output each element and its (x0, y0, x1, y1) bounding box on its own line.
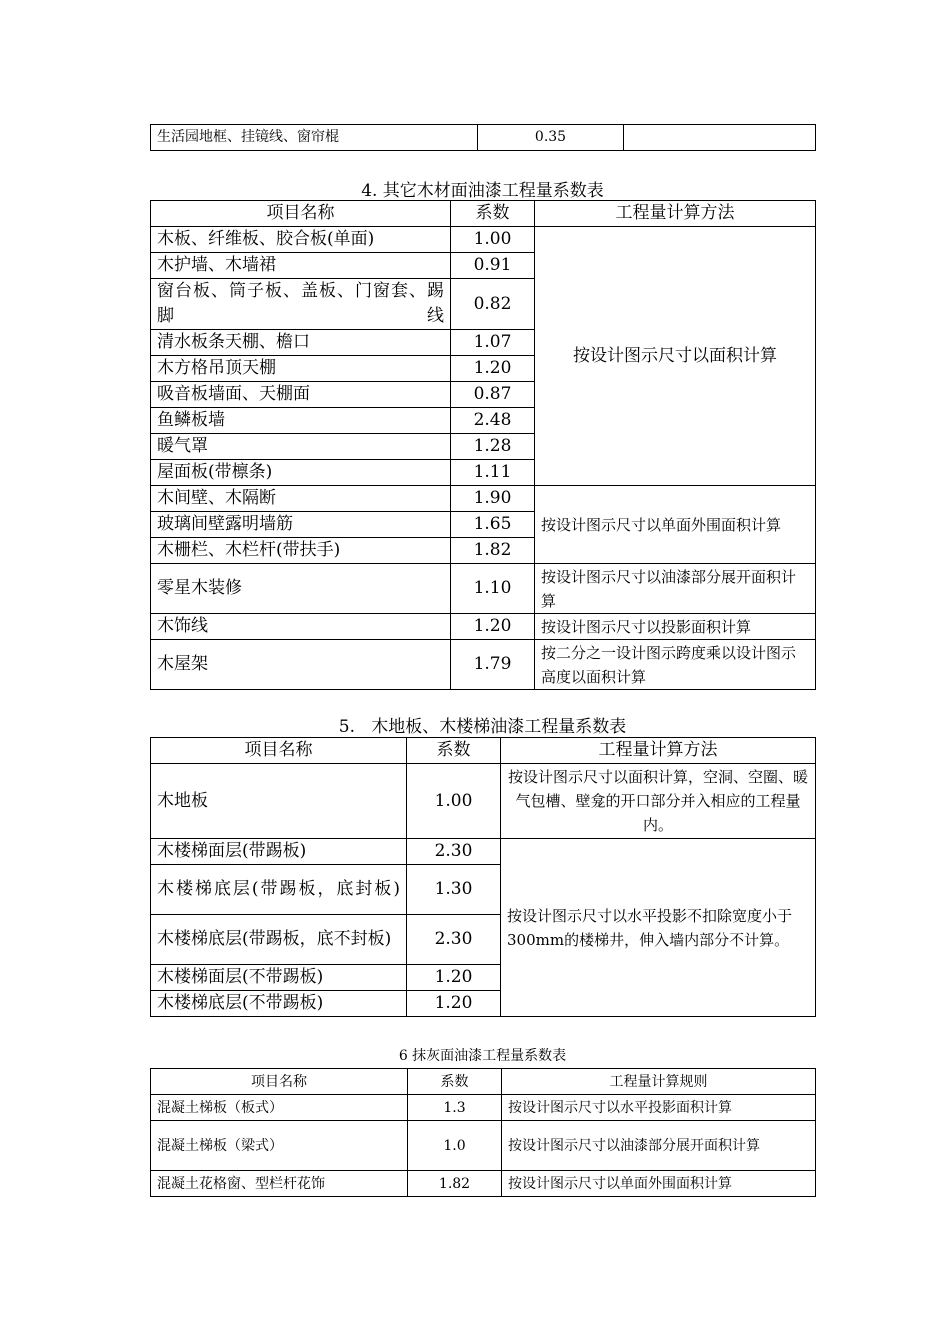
item-name: 玻璃间壁露明墙筋 (151, 512, 451, 538)
item-name: 木楼梯面层(带踢板) (151, 839, 407, 865)
item-name: 窗台板、筒子板、盖板、门窗套、踢脚线 (151, 279, 451, 330)
coefficient: 1.07 (451, 330, 535, 356)
calc-method: 按设计图示尺寸以水平投影不扣除宽度小于300mm的楼梯井，伸入墙内部分不计算。 (501, 839, 816, 1017)
table-row (151, 764, 816, 839)
item-name: 木方格吊顶天棚 (151, 356, 451, 382)
item-name: 混凝土梯板（板式） (151, 1095, 408, 1121)
coefficient: 2.30 (407, 915, 501, 965)
calc-method: 按设计图示尺寸以单面外围面积计算 (502, 1171, 816, 1197)
coefficient: 1.11 (451, 460, 535, 486)
wood-floor-stair-coefficient-table (150, 737, 816, 1017)
column-header: 系数 (407, 738, 501, 764)
coefficient: 1.00 (407, 764, 501, 839)
coefficient: 1.20 (451, 356, 535, 382)
table-row (151, 125, 816, 151)
item-name: 木楼梯面层(不带踢板) (151, 965, 407, 991)
coefficient: 1.0 (408, 1121, 502, 1171)
coefficient: 1.28 (451, 434, 535, 460)
table-row (151, 227, 816, 253)
table-row (151, 839, 816, 865)
item-name: 暖气罩 (151, 434, 451, 460)
coefficient: 2.30 (407, 839, 501, 865)
plaster-surface-coefficient-table (150, 1068, 816, 1197)
coefficient: 2.48 (451, 408, 535, 434)
column-header: 项目名称 (151, 201, 451, 227)
other-wood-coefficient-table (150, 200, 816, 690)
calc-method: 按设计图示尺寸以水平投影面积计算 (502, 1095, 816, 1121)
table-row (151, 486, 816, 512)
column-header: 项目名称 (151, 738, 407, 764)
coefficient: 0.91 (451, 253, 535, 279)
item-name: 木屋架 (151, 640, 451, 690)
table-header-row (151, 201, 816, 227)
coefficient: 1.10 (451, 564, 535, 614)
column-header: 项目名称 (151, 1069, 408, 1095)
coefficient: 1.20 (407, 991, 501, 1017)
coefficient: 1.20 (451, 614, 535, 640)
table-row (151, 1095, 816, 1121)
calc-method (624, 125, 816, 151)
item-name: 鱼鳞板墙 (151, 408, 451, 434)
coefficient: 1.79 (451, 640, 535, 690)
table-row (151, 640, 816, 690)
column-header: 工程量计算方法 (501, 738, 816, 764)
table-row (151, 564, 816, 614)
coefficient: 1.20 (407, 965, 501, 991)
table-header-row (151, 738, 816, 764)
item-name: 混凝土梯板（梁式） (151, 1121, 408, 1171)
calc-method: 按设计图示尺寸以面积计算，空洞、空圈、暖气包槽、壁龛的开口部分并入相应的工程量内。 (501, 764, 816, 839)
table-caption: 5. 木地板、木楼梯油漆工程量系数表 (338, 717, 627, 737)
item-name: 木栅栏、木栏杆(带扶手) (151, 538, 451, 564)
coefficient: 0.35 (478, 125, 624, 151)
coefficient: 1.90 (451, 486, 535, 512)
coefficient: 0.82 (451, 279, 535, 330)
coefficient: 1.30 (407, 865, 501, 915)
table-header-row (151, 1069, 816, 1095)
calc-method: 按设计图示尺寸以油漆部分展开面积计算 (502, 1121, 816, 1171)
calc-method: 按设计图示尺寸以油漆部分展开面积计算 (535, 564, 816, 614)
coefficient: 1.00 (451, 227, 535, 253)
calc-method: 按设计图示尺寸以投影面积计算 (535, 614, 816, 640)
item-name: 屋面板(带檩条) (151, 460, 451, 486)
item-name: 木地板 (151, 764, 407, 839)
item-name: 木饰线 (151, 614, 451, 640)
table-row (151, 1121, 816, 1171)
column-header: 工程量计算规则 (502, 1069, 816, 1095)
column-header: 系数 (451, 201, 535, 227)
calc-method: 按设计图示尺寸以单面外围面积计算 (535, 486, 816, 564)
item-name: 木间壁、木隔断 (151, 486, 451, 512)
table-row (151, 1171, 816, 1197)
item-name: 生活园地框、挂镜线、窗帘棍 (151, 125, 478, 151)
calc-method: 按二分之一设计图示跨度乘以设计图示高度以面积计算 (535, 640, 816, 690)
calc-method: 按设计图示尺寸以面积计算 (535, 227, 816, 486)
coefficient: 1.82 (408, 1171, 502, 1197)
column-header: 工程量计算方法 (535, 201, 816, 227)
table-caption: 6 抹灰面油漆工程量系数表 (398, 1048, 567, 1064)
coefficient: 1.82 (451, 538, 535, 564)
coefficient: 1.3 (408, 1095, 502, 1121)
item-name: 清水板条天棚、檐口 (151, 330, 451, 356)
table-caption: 4. 其它木材面油漆工程量系数表 (361, 181, 604, 201)
item-name: 木楼梯底层(不带踢板) (151, 991, 407, 1017)
item-name: 吸音板墙面、天棚面 (151, 382, 451, 408)
column-header: 系数 (408, 1069, 502, 1095)
item-name: 零星木装修 (151, 564, 451, 614)
item-name: 混凝土花格窗、型栏杆花饰 (151, 1171, 408, 1197)
item-name: 木楼梯底层(带踢板，底封板) (151, 865, 407, 915)
item-name: 木板、纤维板、胶合板(单面) (151, 227, 451, 253)
coefficient: 1.65 (451, 512, 535, 538)
item-name: 木楼梯底层(带踢板，底不封板) (151, 915, 407, 965)
table-row (151, 614, 816, 640)
continuation-table (150, 124, 816, 151)
coefficient: 0.87 (451, 382, 535, 408)
item-name: 木护墙、木墙裙 (151, 253, 451, 279)
